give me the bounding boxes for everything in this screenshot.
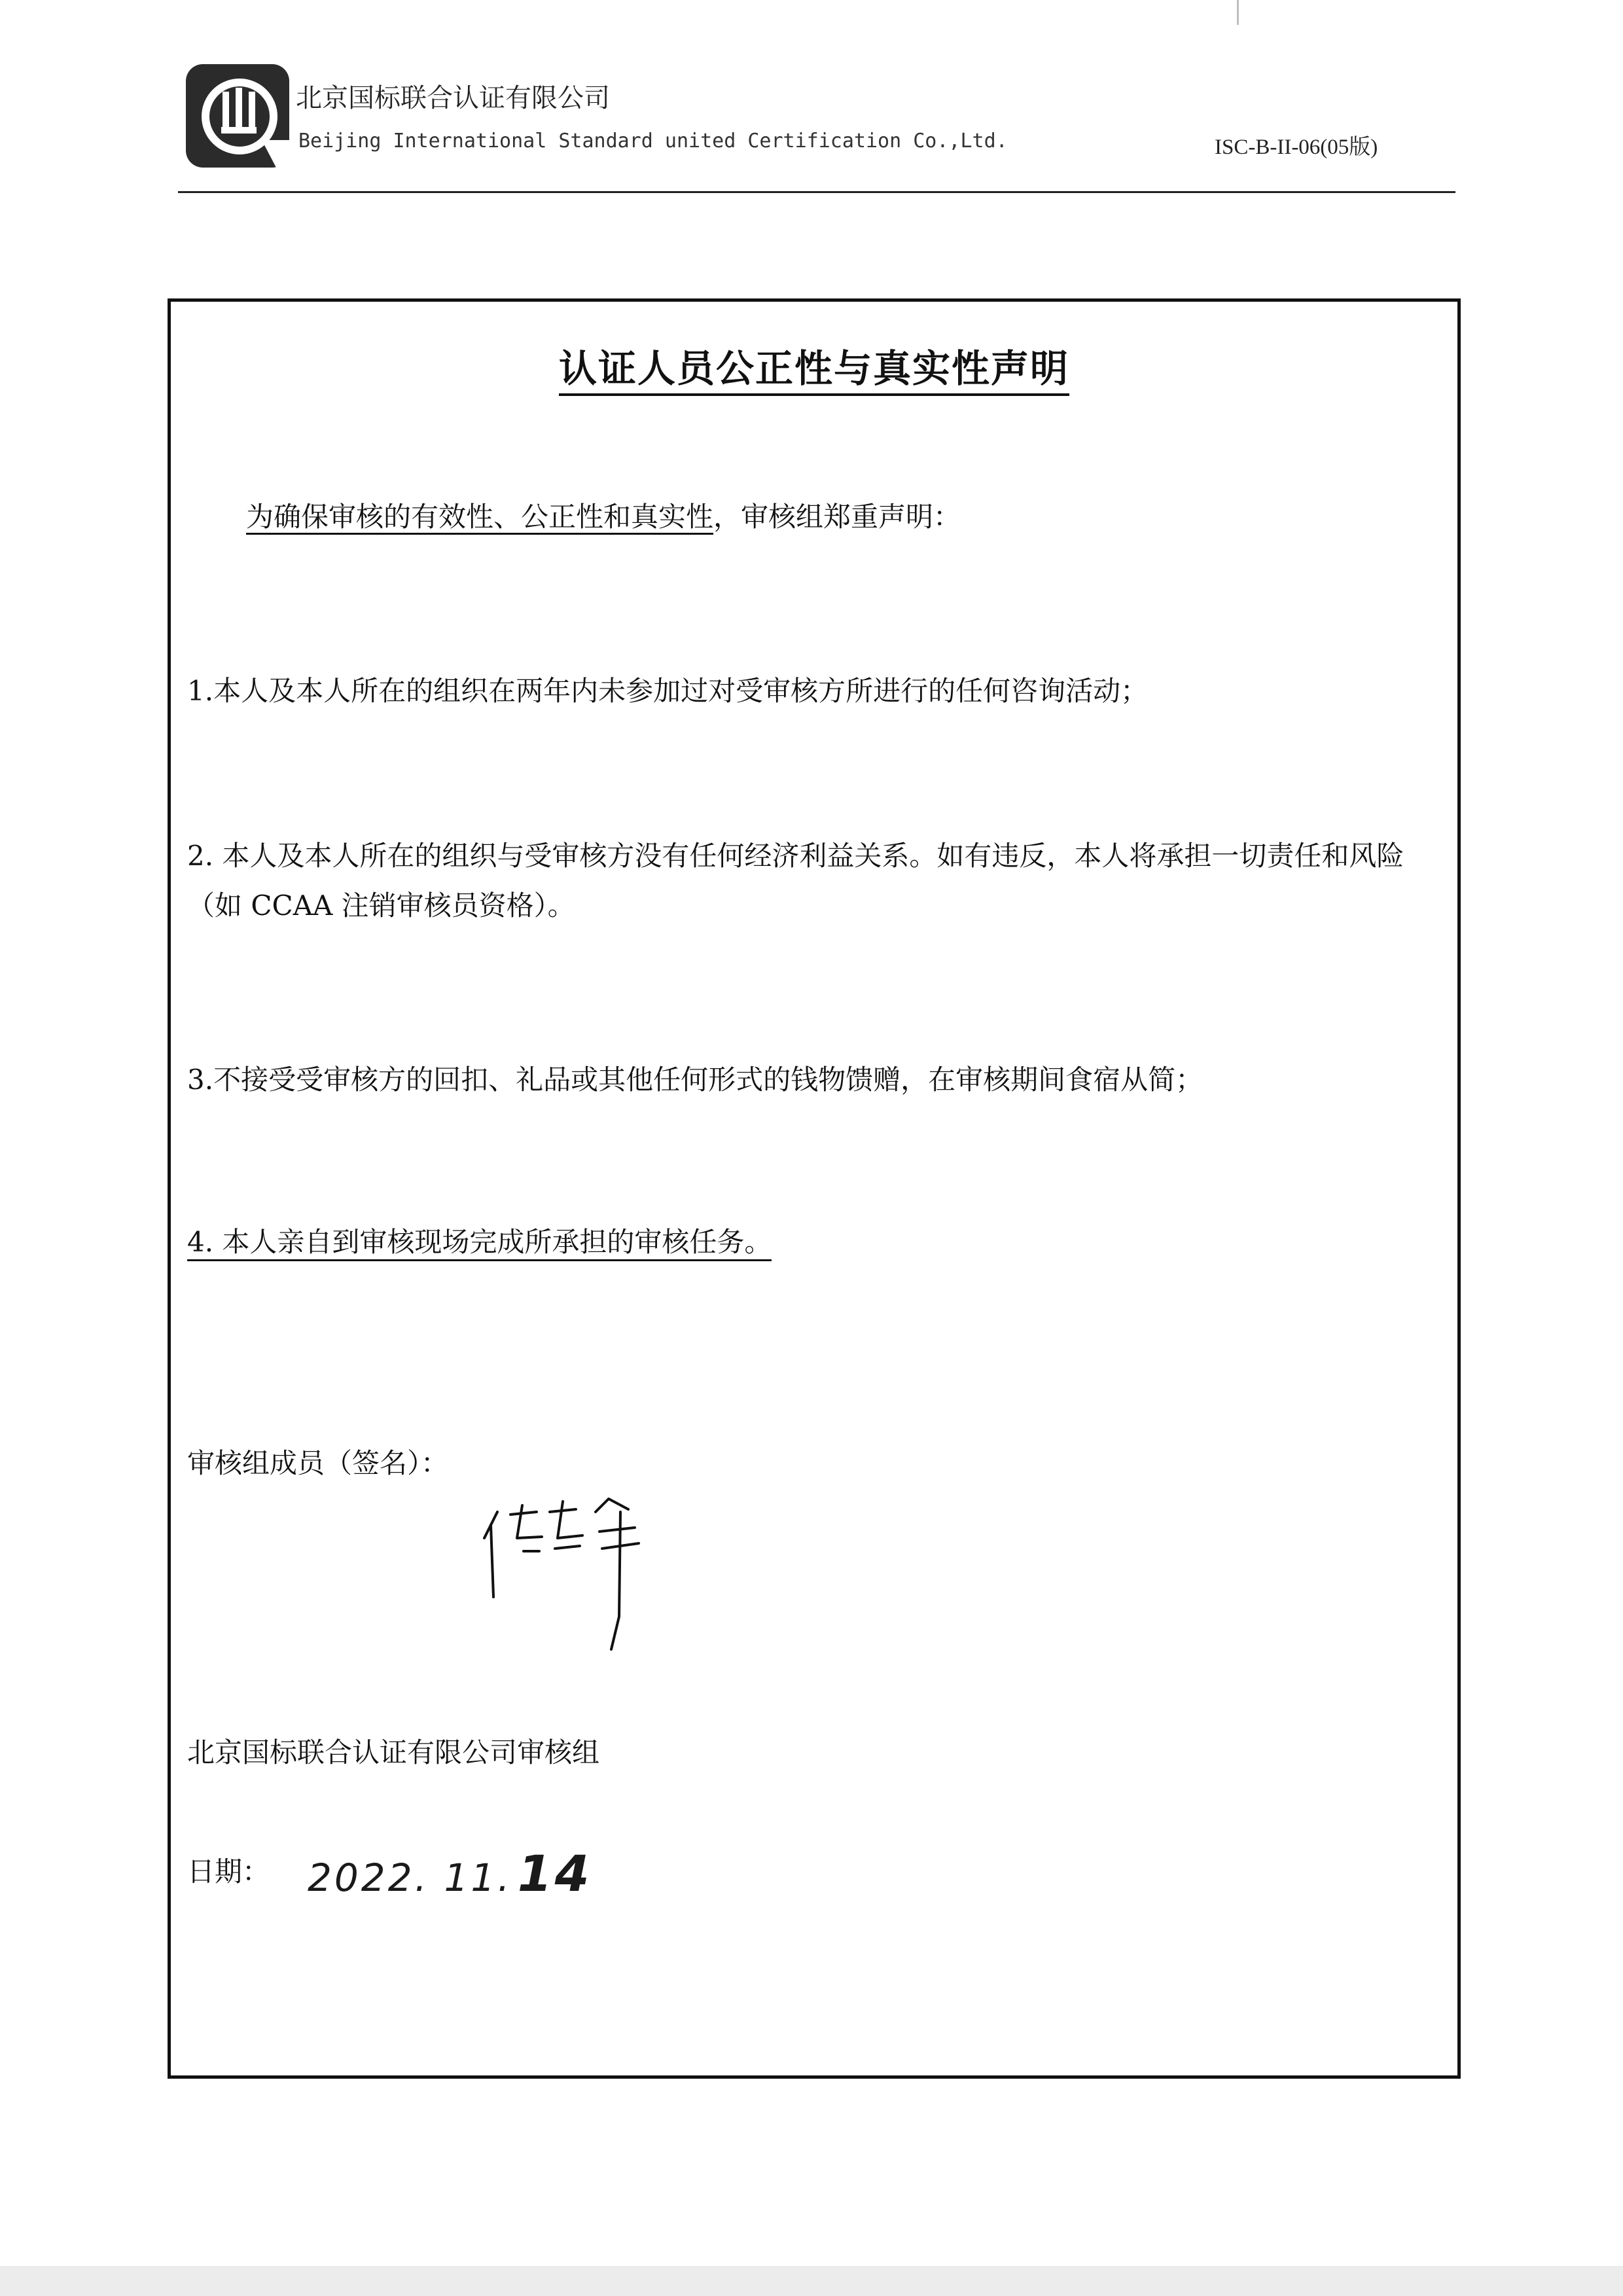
intro-rest: ，审核组郑重声明：: [713, 501, 961, 533]
declaration-item-3: 3.不接受受审核方的回扣、礼品或其他任何形式的钱物馈赠，在审核期间食宿从简；: [187, 1064, 1204, 1096]
scan-edge: [0, 2266, 1623, 2296]
date-label: 日期：: [187, 1856, 270, 1888]
intro-paragraph: [246, 492, 1424, 542]
handwritten-signature: [471, 1486, 668, 1669]
company-name-en: Beijing International Standard united Certification Co.,Ltd.: [298, 130, 1008, 152]
date-year-month: 2022. 11.: [308, 1856, 512, 1900]
signature-label: 审核组成员（签名）：: [187, 1447, 449, 1479]
audit-team-org: 北京国标联合认证有限公司审核组: [187, 1736, 600, 1768]
company-logo-icon: [185, 63, 291, 169]
company-name-cn: 北京国标联合认证有限公司: [296, 83, 610, 113]
intro-underlined: 为确保审核的有效性、公正性和真实性: [246, 501, 713, 535]
declaration-frame: [168, 298, 1461, 2079]
header-divider: [178, 191, 1455, 193]
handwritten-date: [308, 1844, 592, 1903]
declaration-item-4: [187, 1217, 1444, 1267]
declaration-item-2: 2. 本人及本人所在的组织与受审核方没有任何经济利益关系。如有违反，本人将承担一切责任和风险（如 CCAA 注销审核员资格）。: [187, 840, 1404, 922]
page-title: [168, 338, 1461, 393]
date-day: 14: [517, 1844, 592, 1903]
scan-mark: [1237, 0, 1239, 25]
declaration-item-1: 1.本人及本人所在的组织在两年内未参加过对受审核方所进行的任何咨询活动；: [187, 675, 1149, 707]
declaration-item-4-text: 4. 本人亲自到审核现场完成所承担的审核任务。: [187, 1226, 772, 1261]
document-code: ISC-B-II-06(05版): [1215, 135, 1378, 159]
page-title-text: 认证人员公正性与真实性声明: [559, 346, 1069, 396]
